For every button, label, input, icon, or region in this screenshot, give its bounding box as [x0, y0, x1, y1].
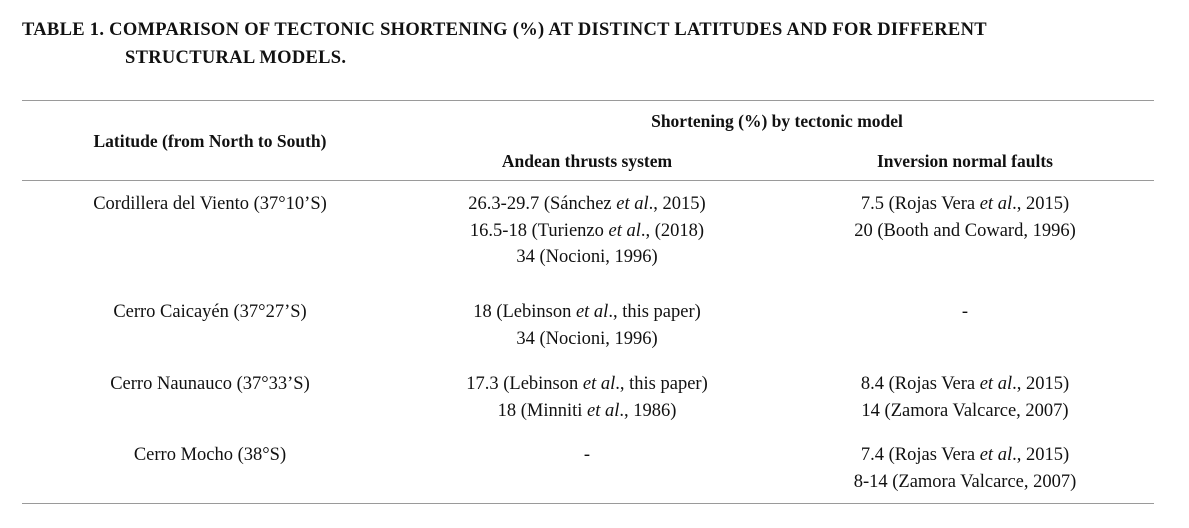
reference-line: 7.5 (Rojas Vera et al., 2015) [860, 194, 1070, 214]
row-andean-values [392, 442, 782, 469]
caption-line-1: TABLE 1. COMPARISON OF TECTONIC SHORTENING (%) AT DISTINCT LATITUDES AND FOR DIFFERENT [22, 20, 987, 40]
row-location: Cerro Mocho (38°S) [133, 445, 287, 465]
reference-line: 17.3 (Lebinson et al., this paper) [466, 374, 708, 394]
header-rule [22, 180, 1154, 181]
reference-line: - [961, 302, 969, 322]
row-andean-values [392, 191, 782, 271]
header-inversion-faults: Inversion normal faults [877, 151, 1053, 171]
header-shortening-group: Shortening (%) by tectonic model [651, 111, 903, 131]
reference-line: - [583, 445, 591, 465]
reference-line: 16.5-18 (Turienzo et al., (2018) [469, 220, 705, 241]
reference-line: 34 (Nocioni, 1996) [516, 247, 658, 267]
row-inversion-values [780, 299, 1150, 326]
reference-line: 20 (Booth and Coward, 1996) [854, 220, 1076, 241]
row-inversion-values [780, 442, 1150, 495]
reference-line: 14 (Zamora Valcarce, 2007) [861, 400, 1069, 421]
row-inversion-values [780, 371, 1150, 424]
top-rule [22, 100, 1154, 101]
reference-line: 34 (Nocioni, 1996) [516, 328, 658, 349]
reference-line: 26.3-29.7 (Sánchez et al., 2015) [468, 194, 706, 214]
reference-line: 8.4 (Rojas Vera et al., 2015) [860, 374, 1070, 394]
table-caption [22, 16, 1172, 72]
header-andean-thrusts: Andean thrusts system [501, 151, 673, 171]
caption-line-2: STRUCTURAL MODELS. [125, 48, 347, 68]
row-location: Cerro Caicayén (37°27’S) [113, 302, 307, 322]
reference-line: 18 (Minniti et al., 1986) [497, 400, 677, 421]
reference-line: 8-14 (Zamora Valcarce, 2007) [853, 471, 1077, 492]
row-andean-values [392, 299, 782, 352]
reference-line: 7.4 (Rojas Vera et al., 2015) [860, 445, 1070, 465]
reference-line: 18 (Lebinson et al., this paper) [473, 302, 701, 322]
row-location: Cerro Naunauco (37°33’S) [110, 374, 310, 394]
row-location: Cordillera del Viento (37°10’S) [93, 194, 327, 214]
row-andean-values [392, 371, 782, 424]
bottom-rule [22, 503, 1154, 504]
header-latitude: Latitude (from North to South) [93, 131, 327, 151]
row-inversion-values [780, 191, 1150, 244]
